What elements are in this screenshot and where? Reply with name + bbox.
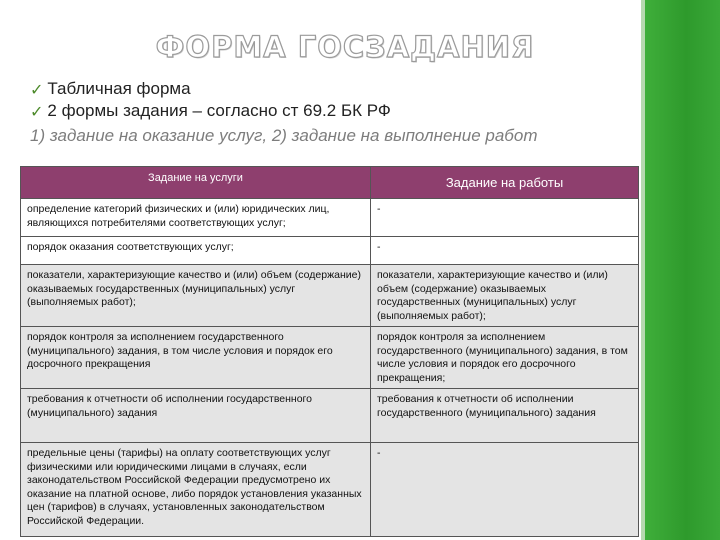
bullet-text: 2 формы задания – согласно ст 69.2 БК РФ [47, 101, 391, 120]
table-cell-works: - [371, 199, 639, 237]
slide-title: ФОРМА ГОСЗАДАНИЯ [155, 30, 535, 64]
bullet-table-form [30, 79, 191, 99]
check-icon: ✓ [30, 101, 44, 121]
table-cell-works: - [371, 443, 639, 537]
check-icon: ✓ [30, 79, 44, 99]
table-cell-services: порядок контроля за исполнением государственного (муниципального) задания, в том числе условия и порядок его досрочного прекращения [21, 327, 371, 389]
table-cell-works: показатели, характеризующие качество и (или) объем (содержание) оказываемых государственных (муниципальных) услуг (выполняемых работ); [371, 265, 639, 327]
table-row [21, 199, 639, 237]
table-cell-services: определение категорий физических и (или) юридических лиц, являющихся потребителями соответствующих услуг; [21, 199, 371, 237]
table-cell-services: показатели, характеризующие качество и (или) объем (содержание) оказываемых государственных (муниципальных) услуг (выполняемых работ); [21, 265, 371, 327]
table-cell-works: - [371, 237, 639, 265]
table-row [21, 327, 639, 389]
bullet-text: Табличная форма [47, 79, 191, 98]
bullet-two-forms [30, 101, 391, 121]
table-cell-services: требования к отчетности об исполнении государственного (муниципального) задания [21, 389, 371, 443]
table-row [21, 443, 639, 537]
slide-subtitle: 1) задание на оказание услуг, 2) задание на выполнение работ [30, 126, 538, 145]
green-accent-bar [645, 0, 720, 540]
table-cell-services: предельные цены (тарифы) на оплату соответствующих услуг физическими или юридическими лицами в случаях, если законодательством Российской Федерации предусмотрено их оказание на платной основе, либо порядок установления указанных цен (тарифов) в случаях, установленных законодательством Российской Федерации. [21, 443, 371, 537]
table-cell-services: порядок оказания соответствующих услуг; [21, 237, 371, 265]
table-cell-works: требования к отчетности об исполнении государственного (муниципального) задания [371, 389, 639, 443]
assignment-table [20, 166, 639, 537]
table-row [21, 265, 639, 327]
header-services: Задание на услуги [21, 167, 371, 199]
header-works: Задание на работы [371, 167, 639, 199]
table-row [21, 237, 639, 265]
table-cell-works: порядок контроля за исполнением государственного (муниципального) задания, в том числе условия и порядок его досрочного прекращения; [371, 327, 639, 389]
table-header-row [21, 167, 639, 199]
table-row [21, 389, 639, 443]
